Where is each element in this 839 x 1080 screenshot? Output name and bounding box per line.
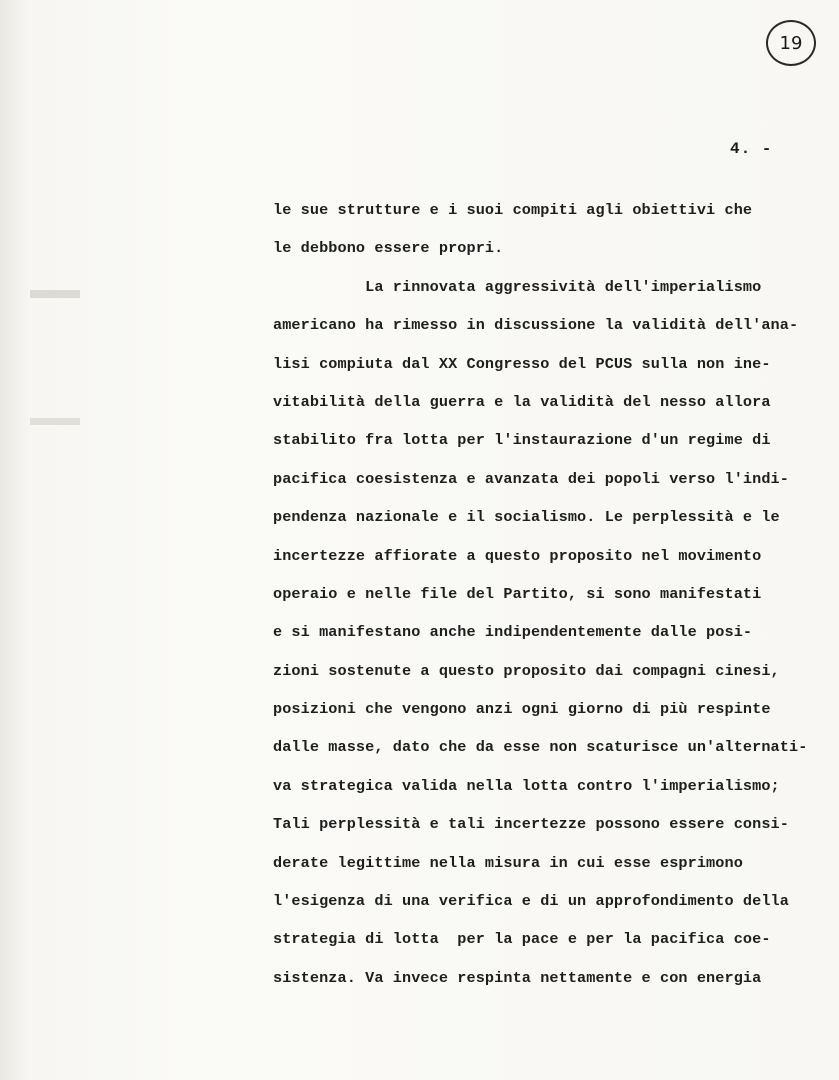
- text-line: americano ha rimesso in discussione la validità dell'ana-: [273, 316, 799, 335]
- typed-page-marker: 4. -: [730, 140, 773, 158]
- text-line: vitabilità della guerra e la validità del nesso allora: [273, 392, 771, 411]
- text-line: dalle masse, dato che da esse non scaturisce un'alternati-: [273, 738, 808, 757]
- text-line: pacifica coesistenza e avanzata dei popoli verso l'indi-: [273, 469, 789, 488]
- text-line: operaio e nelle file del Partito, si sono manifestati: [273, 584, 762, 603]
- handwritten-page-number: [766, 20, 816, 66]
- text-line: le debbono essere propri.: [273, 239, 504, 258]
- text-line: va strategica valida nella lotta contro l'imperialismo;: [273, 776, 780, 795]
- bleed-through-mark: [30, 418, 80, 425]
- text-line: sistenza. Va invece respinta nettamente e con energia: [273, 968, 762, 987]
- text-line: Tali perplessità e tali incertezze possono essere consi-: [273, 815, 789, 834]
- text-line: le sue strutture e i suoi compiti agli obiettivi che: [273, 201, 753, 219]
- text-line: pendenza nazionale e il socialismo. Le perplessità e le: [273, 508, 780, 527]
- text-line: incertezze affiorate a questo proposito nel movimento: [273, 546, 762, 565]
- text-line: e si manifestano anche indipendentemente dalle posi-: [273, 623, 753, 642]
- text-line: l'esigenza di una verifica e di un approfondimento della: [273, 892, 789, 911]
- text-line: strategia di lotta per la pace e per la pacifica coe-: [273, 930, 771, 949]
- text-line: stabilito fra lotta per l'instaurazione d'un regime di: [273, 431, 771, 450]
- text-line: derate legittime nella misura in cui esse esprimono: [273, 853, 743, 872]
- text-line: La rinnovata aggressività dell'imperialismo: [273, 277, 762, 296]
- bleed-through-mark: [30, 290, 80, 298]
- text-line: lisi compiuta dal XX Congresso del PCUS sulla non ine-: [273, 354, 771, 373]
- handwritten-page-number-text: 19: [779, 32, 803, 54]
- text-line: posizioni che vengono anzi ogni giorno di più respinte: [273, 700, 771, 719]
- text-line: zioni sostenute a questo proposito dai compagni cinesi,: [273, 661, 780, 680]
- typewritten-body: [273, 191, 833, 997]
